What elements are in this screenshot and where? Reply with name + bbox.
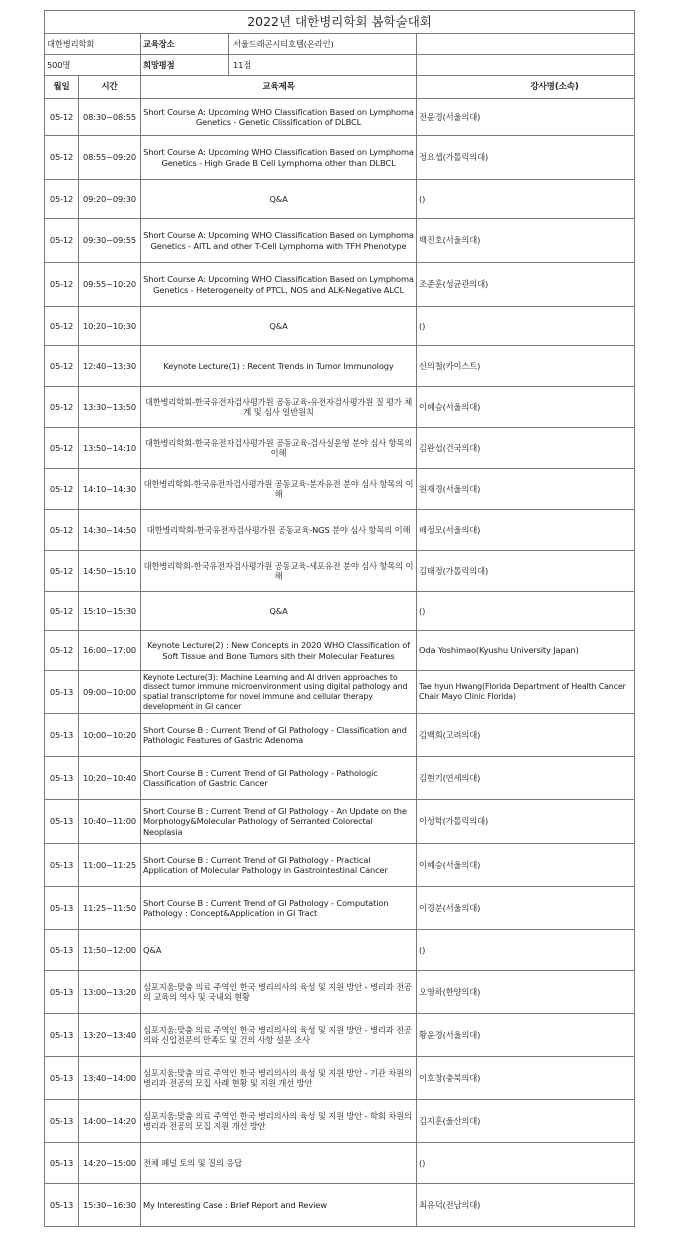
- table-row: [45, 887, 635, 930]
- row-time: 13:40~14:00: [79, 1057, 141, 1100]
- table-row: [45, 307, 635, 346]
- table-row: [45, 844, 635, 887]
- row-time: 09:20~09:30: [79, 180, 141, 219]
- row-time: 14:10~14:30: [79, 469, 141, 510]
- table-row: [45, 387, 635, 428]
- row-title: Short Course B : Current Trend of GI Pathology - Pathologic Classification of Gastric Cancer: [141, 757, 417, 800]
- row-time: 14:00~14:20: [79, 1100, 141, 1143]
- row-date: 05-13: [45, 1184, 79, 1227]
- row-speaker: 황윤경(서울의대): [417, 1014, 635, 1057]
- table-row: [45, 551, 635, 592]
- row-date: 05-13: [45, 844, 79, 887]
- table-row: [45, 1184, 635, 1227]
- table-row: [45, 714, 635, 757]
- row-time: 13:50~14:10: [79, 428, 141, 469]
- row-title: Short Course A: Upcoming WHO Classification Based on Lymphoma Genetics - Genetic Clissification of DLBCL: [141, 99, 417, 136]
- row-speaker: 이혜승(서울의대): [417, 844, 635, 887]
- table-row: [45, 631, 635, 671]
- points-label: 희망평점: [141, 55, 229, 75]
- row-date: 05-12: [45, 510, 79, 551]
- row-date: 05-13: [45, 671, 79, 714]
- row-speaker: 원재경(서울의대): [417, 469, 635, 510]
- row-speaker: 이호창(충북의대): [417, 1057, 635, 1100]
- row-title: Q&A: [141, 307, 417, 346]
- row-title: Q&A: [141, 930, 417, 971]
- row-title: 대한병리학회-한국유전자검사평가원 공동교육-분자유전 분야 심사 항목의 이해: [141, 469, 417, 510]
- row-title: Keynote Lecture(2) : New Concepts in 2020 WHO Classification of Soft Tissue and Bone Tumors sith their Molecular Features: [141, 631, 417, 671]
- row-time: 12:40~13:30: [79, 346, 141, 387]
- row-date: 05-12: [45, 99, 79, 136]
- row-speaker: 김완섭(건국의대): [417, 428, 635, 469]
- table-row: [45, 671, 635, 714]
- table-row: [45, 346, 635, 387]
- row-title: Q&A: [141, 180, 417, 219]
- venue-value: 서울드래곤시티호텔(온라인): [233, 38, 334, 49]
- table-row: [45, 1014, 635, 1057]
- row-date: 05-13: [45, 971, 79, 1014]
- row-speaker: 오영하(한양의대): [417, 971, 635, 1014]
- row-speaker: (): [417, 307, 635, 346]
- row-title: Short Course A: Upcoming WHO Classification Based on Lymphoma Genetics - High Grade B Cell Lymphoma other than DLBCL: [141, 136, 417, 180]
- table-row: [45, 1057, 635, 1100]
- row-date: 05-12: [45, 180, 79, 219]
- row-time: 13:30~13:50: [79, 387, 141, 428]
- row-title: Keynote Lecture(3): Machine Learning and AI driven approaches to dissect tumor immune microenvironment using digital pathology and spatial transcriptome for novel immune and cellular therapy development in GI cancer: [141, 671, 417, 714]
- table-row: [45, 180, 635, 219]
- row-time: 11:25~11:50: [79, 887, 141, 930]
- row-date: 05-12: [45, 551, 79, 592]
- table-row: [45, 510, 635, 551]
- row-title: Short Course A: Upcoming WHO Classification Based on Lymphoma Genetics - AITL and other T-Cell Lymphoma with TFH Phenotype: [141, 219, 417, 263]
- row-date: 05-13: [45, 1057, 79, 1100]
- row-speaker: Tae hyun Hwang(Florida Department of Health Cancer Chair Mayo Clinic Florida): [417, 671, 635, 714]
- row-date: 05-13: [45, 887, 79, 930]
- row-title: 대한병리학회-한국유전자검사평가원 공동교육-세포유전 분야 심사 항목의 이해: [141, 551, 417, 592]
- row-date: 05-12: [45, 469, 79, 510]
- row-title: 심포지움:맞춤 의료 주역인 한국 병리의사의 육성 및 지원 방안 - 기관 차원의 병리과 전공의 모집 사례 현황 및 지원 개선 방안: [141, 1057, 417, 1100]
- table-header-row: [45, 76, 635, 99]
- schedule-table: [44, 10, 635, 1227]
- table-row: [45, 971, 635, 1014]
- row-title: 심포지움:맞춤 의료 주역인 한국 병리의사의 육성 및 지원 방안 - 병리과 전공의와 신입전문의 만족도 및 건의 사항 설문 조사: [141, 1014, 417, 1057]
- row-date: 05-13: [45, 714, 79, 757]
- table-row: [45, 263, 635, 307]
- row-date: 05-12: [45, 219, 79, 263]
- header-date: 월일: [45, 76, 79, 99]
- row-time: 11:50~12:00: [79, 930, 141, 971]
- organization: 대한병리학회: [45, 34, 141, 55]
- row-time: 10:40~11:00: [79, 800, 141, 844]
- row-speaker: 백진호(서울의대): [417, 219, 635, 263]
- row-title: My Interesting Case : Brief Report and Review: [141, 1184, 417, 1227]
- row-title: 대한병리학회-한국유전자검사평가원 공동교육-NGS 분야 심사 항목의 이해: [141, 510, 417, 551]
- row-time: 16:00~17:00: [79, 631, 141, 671]
- row-date: 05-13: [45, 1143, 79, 1184]
- row-time: 10:00~10:20: [79, 714, 141, 757]
- row-date: 05-12: [45, 592, 79, 631]
- row-time: 13:00~13:20: [79, 971, 141, 1014]
- row-speaker: 이경분(서울의대): [417, 887, 635, 930]
- row-speaker: 이혜승(서울의대): [417, 387, 635, 428]
- row-time: 11:00~11:25: [79, 844, 141, 887]
- row-speaker: 이성학(가톨릭의대): [417, 800, 635, 844]
- row-time: 10:20~10:30: [79, 307, 141, 346]
- row-date: 05-13: [45, 800, 79, 844]
- table-row: [45, 1100, 635, 1143]
- venue-label: 교육장소: [141, 34, 229, 54]
- row-time: 15:30~16:30: [79, 1184, 141, 1227]
- table-row: [45, 219, 635, 263]
- row-title: 심포지움:맞춤 의료 주역인 한국 병리의사의 육성 및 지원 방안 - 학회 차원의 병리과 전공의 모집 지원 개선 방안: [141, 1100, 417, 1143]
- table-row: [45, 757, 635, 800]
- table-row: [45, 469, 635, 510]
- row-time: 14:30~14:50: [79, 510, 141, 551]
- table-row: [45, 1143, 635, 1184]
- row-speaker: 배정모(서울의대): [417, 510, 635, 551]
- row-speaker: Oda Yoshimao(Kyushu University Japan): [417, 631, 635, 671]
- row-date: 05-13: [45, 930, 79, 971]
- row-time: 14:20~15:00: [79, 1143, 141, 1184]
- row-title: 대한병리학회-한국유전자검사평가원 공동교육-유전자검사평가원 질 평가 체계 및 심사 일반원칙: [141, 387, 417, 428]
- row-speaker: 정요셉(가톨릭의대): [417, 136, 635, 180]
- row-time: 14:50~15:10: [79, 551, 141, 592]
- table-row: [45, 592, 635, 631]
- row-speaker: 조준훈(성균관의대): [417, 263, 635, 307]
- row-speaker: (): [417, 1143, 635, 1184]
- row-title: Q&A: [141, 592, 417, 631]
- header-speaker: 강사명(소속): [417, 76, 635, 99]
- table-row: [45, 428, 635, 469]
- row-speaker: 최유덕(전남의대): [417, 1184, 635, 1227]
- table-row: [45, 136, 635, 180]
- table-row: [45, 99, 635, 136]
- row-title: Short Course B : Current Trend of GI Pathology - Computation Pathology : Concept&Application in GI Tract: [141, 887, 417, 930]
- row-title: 전체 패널 토의 및 질의 응답: [141, 1143, 417, 1184]
- row-time: 08:30~08:55: [79, 99, 141, 136]
- row-title: Keynote Lecture(1) : Recent Trends in Tumor Immunology: [141, 346, 417, 387]
- row-date: 05-12: [45, 307, 79, 346]
- table-row: [45, 800, 635, 844]
- row-time: 09:30~09:55: [79, 219, 141, 263]
- row-date: 05-12: [45, 346, 79, 387]
- table-row: [45, 930, 635, 971]
- row-speaker: 신의철(카이스트): [417, 346, 635, 387]
- row-title: 대한병리학회-한국유전자검사평가원 공동교육-검사실운영 분야 심사 항목의 이해: [141, 428, 417, 469]
- row-date: 05-13: [45, 1100, 79, 1143]
- row-speaker: 김지훈(울산의대): [417, 1100, 635, 1143]
- row-date: 05-12: [45, 631, 79, 671]
- row-time: 10:20~10:40: [79, 757, 141, 800]
- row-title: 심포지움:맞춤 의료 주역인 한국 병리의사의 육성 및 지원 방안 - 병리과 전공의 교육의 역사 및 국내외 현황: [141, 971, 417, 1014]
- row-date: 05-13: [45, 757, 79, 800]
- schedule-sheet: [44, 10, 634, 1227]
- row-date: 05-12: [45, 428, 79, 469]
- row-title: Short Course B : Current Trend of GI Pathology - Practical Application of Molecular Pathology in Gastrointestinal Cancer: [141, 844, 417, 887]
- row-speaker: 김백희(고려의대): [417, 714, 635, 757]
- header-title: 교육제목: [141, 76, 417, 99]
- row-speaker: (): [417, 592, 635, 631]
- row-time: 15:10~15:30: [79, 592, 141, 631]
- row-time: 13:20~13:40: [79, 1014, 141, 1057]
- row-speaker: 김태정(가톨릭의대): [417, 551, 635, 592]
- row-date: 05-12: [45, 136, 79, 180]
- row-time: 08:55~09:20: [79, 136, 141, 180]
- row-speaker: 김현기(연세의대): [417, 757, 635, 800]
- capacity: 500명: [45, 55, 141, 76]
- row-speaker: (): [417, 180, 635, 219]
- row-date: 05-13: [45, 1014, 79, 1057]
- row-speaker: 전윤경(서울의대): [417, 99, 635, 136]
- row-time: 09:00~10:00: [79, 671, 141, 714]
- row-speaker: (): [417, 930, 635, 971]
- row-title: Short Course A: Upcoming WHO Classification Based on Lymphoma Genetics - Heterogeneity of PTCL, NOS and ALK-Negative ALCL: [141, 263, 417, 307]
- row-title: Short Course B : Current Trend of GI Pathology - Classification and Pathologic Features of Gastric Adenoma: [141, 714, 417, 757]
- points-value: 11점: [233, 59, 252, 70]
- row-time: 09:55~10:20: [79, 263, 141, 307]
- header-time: 시간: [79, 76, 141, 99]
- row-date: 05-12: [45, 263, 79, 307]
- page-title: 2022년 대한병리학회 봄학술대회: [45, 11, 635, 34]
- row-title: Short Course B : Current Trend of GI Pathology - An Update on the Morphology&Molecular Pathology of Serranted Colorectal Neoplasia: [141, 800, 417, 844]
- row-date: 05-12: [45, 387, 79, 428]
